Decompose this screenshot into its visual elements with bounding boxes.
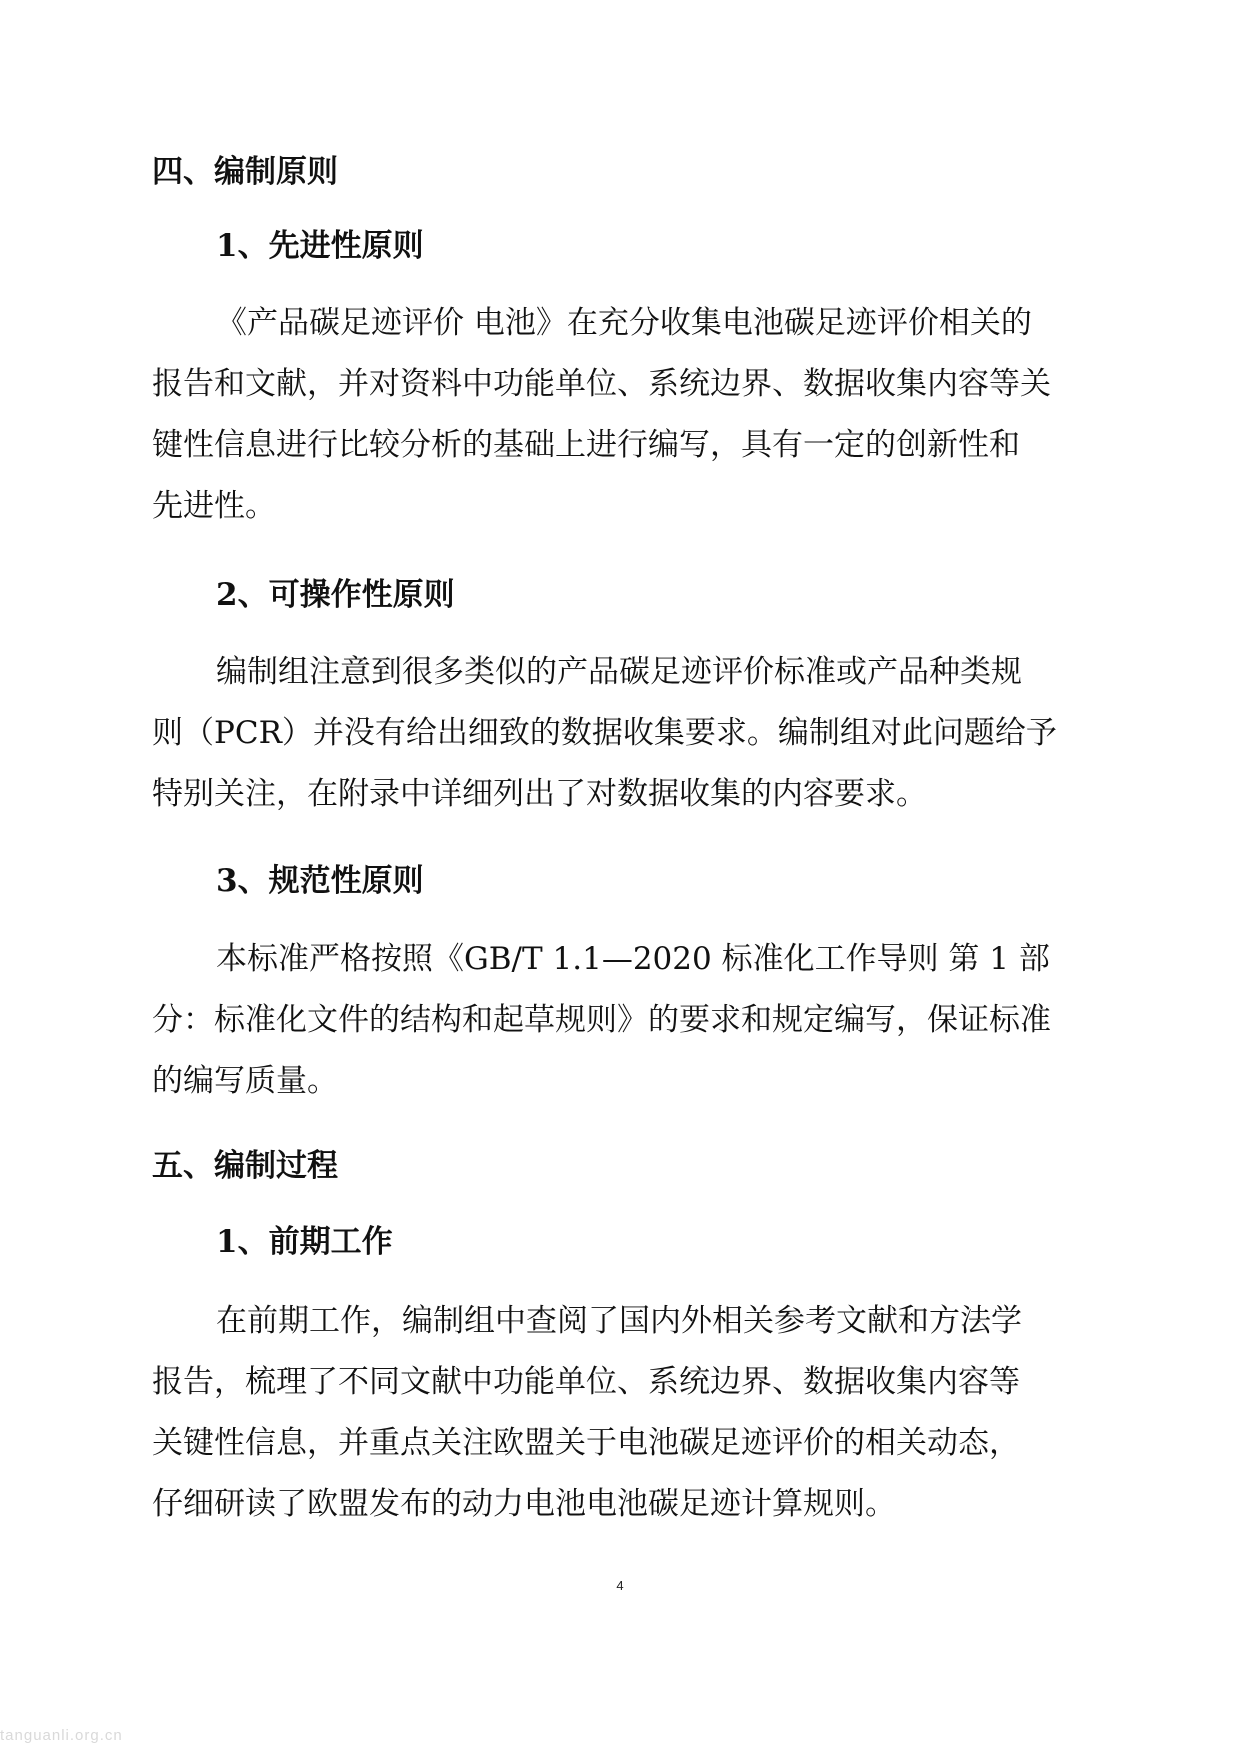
paragraph-line: 报告，梳理了不同文献中功能单位、系统边界、数据收集内容等 <box>152 1364 1020 1400</box>
process-1-title: 1、前期工作 <box>216 1224 393 1260</box>
paragraph-line: 编制组注意到很多类似的产品碳足迹评价标准或产品种类规 <box>216 654 1022 690</box>
paragraph-line: 本标准严格按照《GB/T 1.1—2020 标准化工作导则 第 1 部 <box>216 941 1050 977</box>
principle-2-title: 2、可操作性原则 <box>216 577 455 613</box>
page-number: 4 <box>616 1578 624 1593</box>
paragraph-line: 则（PCR）并没有给出细致的数据收集要求。编制组对此问题给予 <box>152 715 1057 751</box>
paragraph-line: 关键性信息，并重点关注欧盟关于电池碳足迹评价的相关动态， <box>152 1425 1020 1461</box>
watermark-text: tanguanli.org.cn <box>0 1727 123 1744</box>
paragraph-line: 的编写质量。 <box>152 1063 338 1099</box>
paragraph-line: 键性信息进行比较分析的基础上进行编写，具有一定的创新性和 <box>152 427 1020 463</box>
principle-1-title: 1、先进性原则 <box>216 228 424 264</box>
section-4-heading: 四、编制原则 <box>152 154 338 190</box>
paragraph-line: 先进性。 <box>152 488 276 524</box>
paragraph-line: 仔细研读了欧盟发布的动力电池电池碳足迹计算规则。 <box>152 1486 896 1522</box>
paragraph-line: 《产品碳足迹评价 电池》在充分收集电池碳足迹评价相关的 <box>216 305 1032 341</box>
principle-3-title: 3、规范性原则 <box>216 863 424 899</box>
section-5-heading: 五、编制过程 <box>152 1148 338 1184</box>
paragraph-line: 特别关注，在附录中详细列出了对数据收集的内容要求。 <box>152 776 927 812</box>
paragraph-line: 报告和文献，并对资料中功能单位、系统边界、数据收集内容等关 <box>152 366 1051 402</box>
paragraph-line: 分：标准化文件的结构和起草规则》的要求和规定编写，保证标准 <box>152 1002 1051 1038</box>
paragraph-line: 在前期工作，编制组中查阅了国内外相关参考文献和方法学 <box>216 1303 1022 1339</box>
